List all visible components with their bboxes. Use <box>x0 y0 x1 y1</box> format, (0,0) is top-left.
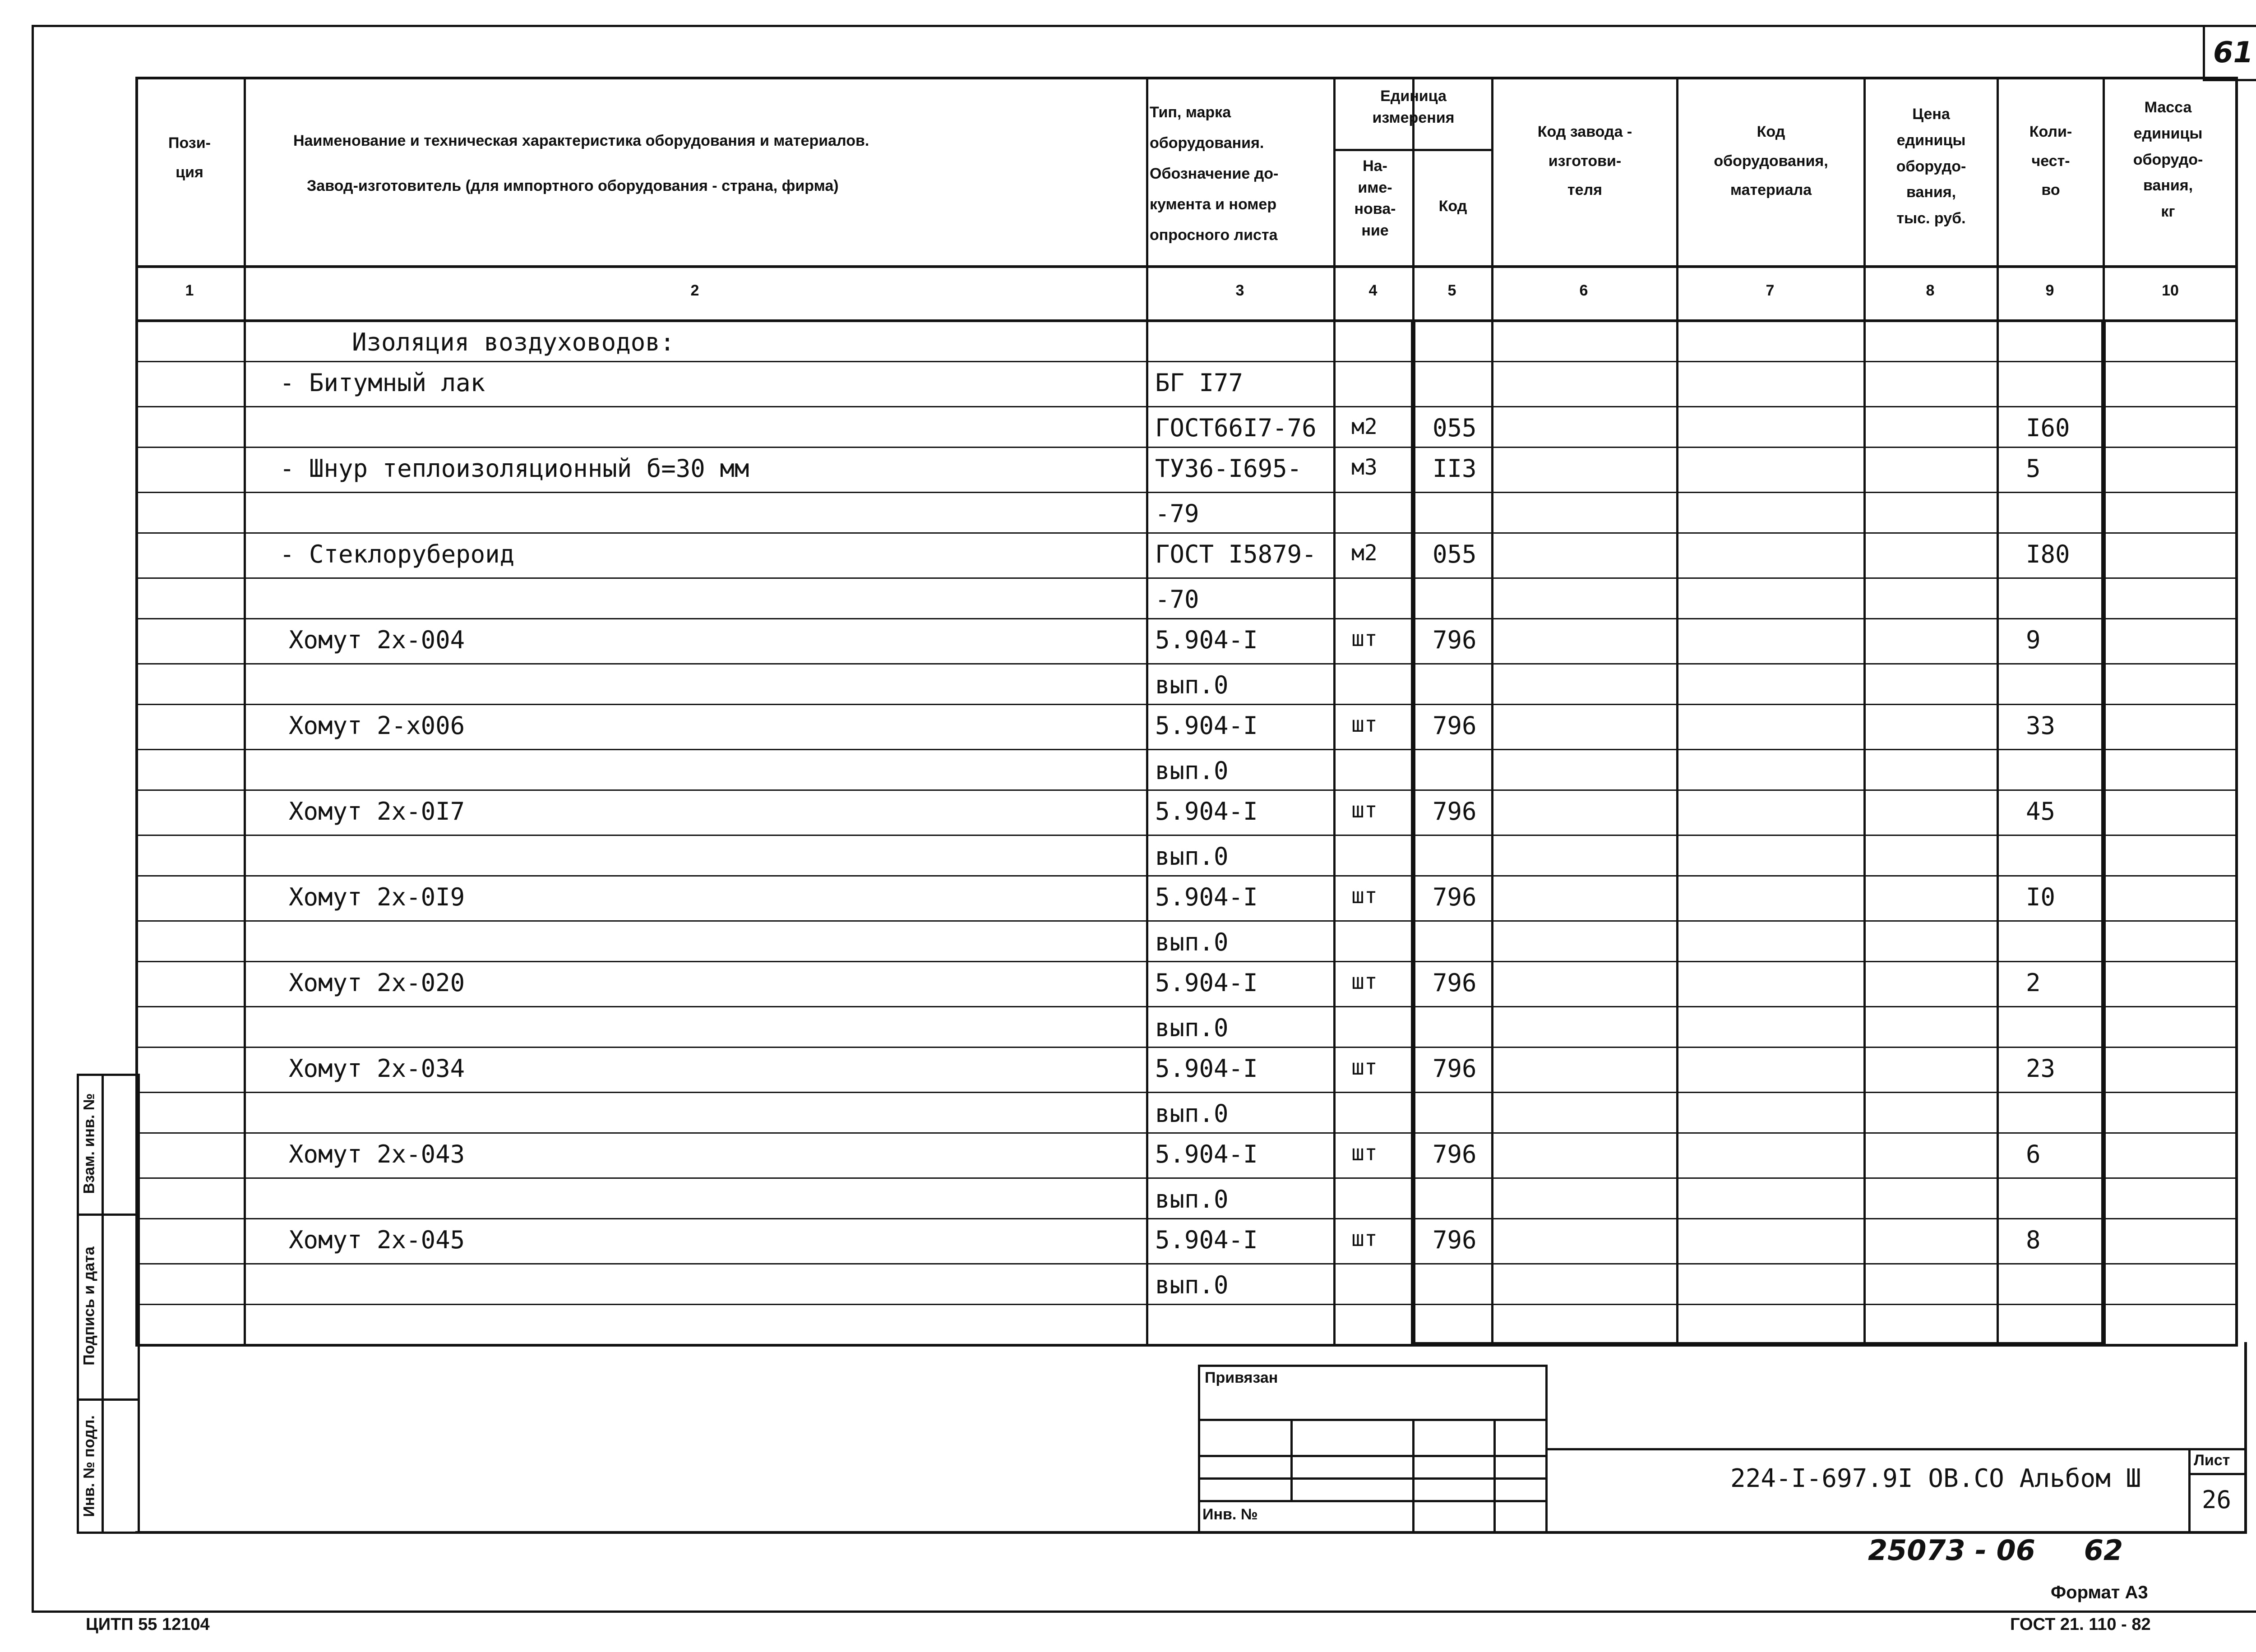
side-stamp-divider <box>77 1398 140 1401</box>
unit-subdivider <box>1333 149 1491 151</box>
row-doc: вып.0 <box>1155 1271 1229 1299</box>
thick-bottom <box>1411 1342 2106 1347</box>
row-code: 055 <box>1433 414 1477 442</box>
row-name: Хомут 2х-020 <box>289 969 465 997</box>
list-number: 26 <box>2202 1486 2232 1514</box>
row-doc: вып.0 <box>1155 928 1229 956</box>
row-name: Хомут 2-х006 <box>289 711 465 740</box>
header-bottom-line <box>135 265 2238 268</box>
row-doc: ГОСТ66I7-76 <box>1155 414 1317 442</box>
row-line <box>135 1218 2238 1219</box>
side-label-inv-podl: Инв. № подл. <box>80 1415 98 1517</box>
row-line <box>135 1177 2238 1179</box>
row-doc: 5.904-I <box>1155 969 1258 997</box>
row-doc: вып.0 <box>1155 671 1229 699</box>
row-qty: 9 <box>2026 626 2041 654</box>
row-doc: вып.0 <box>1155 1185 1229 1214</box>
side-label-vzam-inv: Взам. инв. № <box>80 1093 98 1194</box>
row-line <box>135 406 2238 407</box>
header-unit-group: Единица измерения <box>1372 88 1455 126</box>
header-equipment-code: Код оборудования, материала <box>1714 123 1828 199</box>
handwritten-number: 25073 - 06 62 <box>1868 1534 2123 1567</box>
header-quantity: Коли- чест- во <box>2029 123 2072 199</box>
header-name-line1: Наименование и техническая характеристика оборудования и материалов. <box>293 132 869 149</box>
row-line <box>135 1047 2238 1048</box>
row-unit: шт <box>1351 798 1378 823</box>
row-code: 796 <box>1433 797 1477 826</box>
column-numbers-bottom-line <box>135 319 2238 322</box>
column-number: 9 <box>2045 282 2054 299</box>
row-line <box>135 532 2238 534</box>
header-unit-name: На- име- нова- ние <box>1354 157 1396 239</box>
row-doc: вып.0 <box>1155 757 1229 785</box>
row-line <box>135 1006 2238 1007</box>
column-number: 3 <box>1235 282 1244 299</box>
row-doc: -79 <box>1155 499 1199 528</box>
header-name-line2: Завод-изготовитель (для импортного оборудования - страна, фирма) <box>307 177 839 194</box>
column-number: 10 <box>2162 282 2179 299</box>
row-unit: шт <box>1351 1226 1378 1251</box>
row-code: 796 <box>1433 1226 1477 1254</box>
row-qty: 2 <box>2026 969 2041 997</box>
row-code: 796 <box>1433 883 1477 911</box>
row-unit: м2 <box>1351 540 1378 566</box>
header-unit-price: Цена единицы оборудо- вания, тыс. руб. <box>1896 106 1966 227</box>
row-doc: -70 <box>1155 585 1199 614</box>
row-line <box>135 704 2238 705</box>
column-number: 7 <box>1766 282 1775 299</box>
row-name: Хомут 2х-004 <box>289 626 465 654</box>
row-line <box>135 577 2238 579</box>
row-code: 055 <box>1433 540 1477 568</box>
row-name: Хомут 2х-0I9 <box>289 883 465 911</box>
header-type-doc: Тип, марка оборудования. Обозначение до- кумента и номер опросного листа <box>1150 104 1279 244</box>
row-line <box>135 920 2238 922</box>
row-line <box>135 1263 2238 1264</box>
row-line <box>135 492 2238 493</box>
format-label: Формат А3 <box>2051 1583 2148 1602</box>
page-number: 61 <box>2213 36 2254 69</box>
header-unit-code: Код <box>1438 198 1467 215</box>
side-stamp-divider <box>77 1214 140 1216</box>
row-qty: I60 <box>2026 414 2070 442</box>
row-line <box>135 789 2238 791</box>
header-mass: Масса единицы оборудо- вания, кг <box>2133 99 2203 221</box>
inv-no-label: Инв. № <box>1202 1506 1258 1523</box>
row-line <box>135 1132 2238 1134</box>
footer-left: ЦИТП 55 12104 <box>86 1615 210 1634</box>
privyazan-vline <box>1290 1419 1293 1502</box>
row-doc: 5.904-I <box>1155 711 1258 740</box>
row-line <box>135 663 2238 664</box>
row-code: 796 <box>1433 1054 1477 1083</box>
row-qty: 33 <box>2026 711 2056 740</box>
row-unit: м2 <box>1351 414 1378 439</box>
row-line <box>135 835 2238 836</box>
column-number: 1 <box>185 282 194 299</box>
row-line <box>135 961 2238 962</box>
row-name: - Шнур теплоизоляционный б=30 мм <box>280 454 749 483</box>
row-name: Хомут 2х-0I7 <box>289 797 465 826</box>
row-code: II3 <box>1433 454 1477 483</box>
row-code: 796 <box>1433 711 1477 740</box>
row-unit: шт <box>1351 1140 1378 1166</box>
column-number: 8 <box>1926 282 1935 299</box>
thick-column-divider <box>2101 320 2106 1347</box>
row-name: Хомут 2х-045 <box>289 1226 465 1254</box>
row-unit: шт <box>1351 969 1378 994</box>
row-code: 796 <box>1433 626 1477 654</box>
row-unit: шт <box>1351 883 1378 909</box>
doc-code: 224-I-697.9I ОВ.СО Альбом Ш <box>1730 1464 2141 1493</box>
header-factory-code: Код завода - изготови- теля <box>1537 123 1632 199</box>
row-doc: ГОСТ I5879- <box>1155 540 1317 568</box>
row-doc: 5.904-I <box>1155 883 1258 911</box>
footer-right: ГОСТ 21. 110 - 82 <box>2010 1615 2151 1634</box>
row-name: - Стеклорубероид <box>280 540 515 568</box>
row-line <box>135 875 2238 877</box>
row-name: - Битумный лак <box>280 369 485 397</box>
row-qty: 6 <box>2026 1140 2041 1168</box>
row-unit: м3 <box>1351 455 1378 480</box>
row-doc: вып.0 <box>1155 842 1229 871</box>
privyazan-vline <box>1412 1419 1415 1534</box>
privyazan-vline <box>1493 1419 1496 1534</box>
row-qty: 23 <box>2026 1054 2056 1083</box>
row-line <box>135 1304 2238 1305</box>
side-stamp-divider <box>77 1074 79 1534</box>
column-number: 5 <box>1447 282 1456 299</box>
row-qty: I0 <box>2026 883 2056 911</box>
row-unit: шт <box>1351 712 1378 737</box>
row-doc: 5.904-I <box>1155 797 1258 826</box>
privyazan-label: Привязан <box>1205 1369 1278 1386</box>
row-line <box>135 618 2238 619</box>
row-doc: 5.904-I <box>1155 1140 1258 1168</box>
row-doc: 5.904-I <box>1155 1054 1258 1083</box>
stamp-area <box>135 1342 2247 1534</box>
column-number: 6 <box>1579 282 1588 299</box>
list-box-mid <box>2188 1473 2247 1475</box>
row-unit: шт <box>1351 1055 1378 1080</box>
page-number-divider <box>2203 25 2205 81</box>
row-line <box>135 1092 2238 1093</box>
row-qty: 5 <box>2026 454 2041 483</box>
row-qty: 45 <box>2026 797 2056 826</box>
header-position: Пози- ция <box>168 134 211 181</box>
row-name: Хомут 2х-043 <box>289 1140 465 1168</box>
side-label-podpis-data: Подпись и дата <box>80 1246 98 1366</box>
row-unit: шт <box>1351 626 1378 651</box>
row-qty: 8 <box>2026 1226 2041 1254</box>
row-line <box>135 361 2238 362</box>
row-line <box>135 749 2238 750</box>
column-number: 4 <box>1368 282 1378 299</box>
row-doc: БГ I77 <box>1155 369 1244 397</box>
list-label: Лист <box>2194 1452 2230 1469</box>
thick-column-divider <box>1411 320 1415 1347</box>
row-name: Хомут 2х-034 <box>289 1054 465 1083</box>
row-code: 796 <box>1433 969 1477 997</box>
row-name: Изоляция воздуховодов: <box>352 328 675 356</box>
row-qty: I80 <box>2026 540 2070 568</box>
row-doc: вып.0 <box>1155 1014 1229 1042</box>
row-code: 796 <box>1433 1140 1477 1168</box>
row-doc: 5.904-I <box>1155 1226 1258 1254</box>
title-block-top <box>1548 1448 2247 1450</box>
column-number: 2 <box>690 282 699 299</box>
row-line <box>135 447 2238 448</box>
list-box-left <box>2188 1448 2191 1534</box>
row-doc: вып.0 <box>1155 1099 1229 1128</box>
side-stamp-divider <box>102 1074 104 1534</box>
row-doc: ТУ36-I695- <box>1155 454 1302 483</box>
row-doc: 5.904-I <box>1155 626 1258 654</box>
